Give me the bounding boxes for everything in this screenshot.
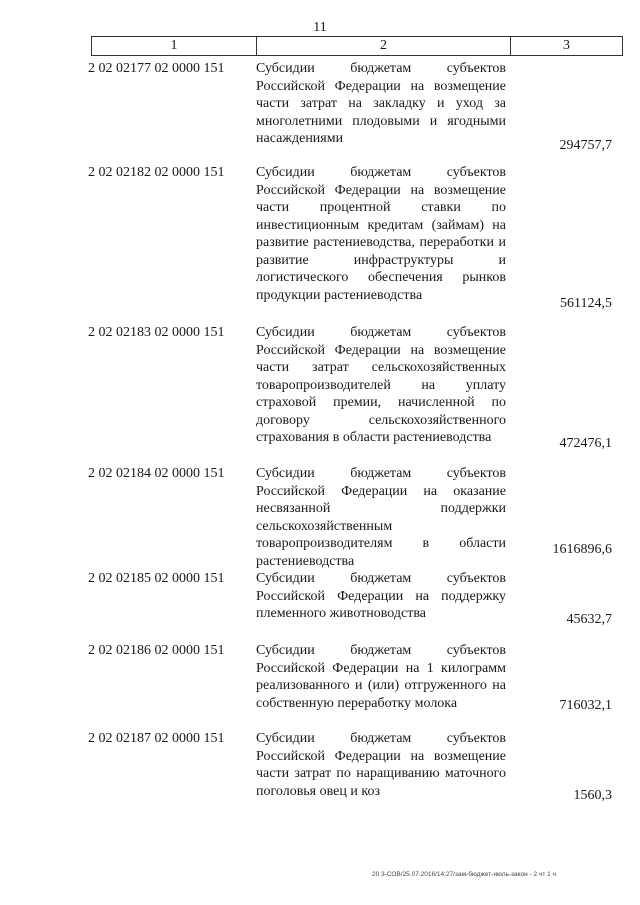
row-description: Субсидии бюджетам субъектов Российской Федерации на поддержку племенного животноводства (256, 571, 506, 621)
budget-code: 2 02 02185 02 0000 151 (88, 571, 225, 586)
column-header-row (91, 36, 623, 56)
row-description: Субсидии бюджетам субъектов Российской Федерации на возмещение части затрат сельскохозяйственных товаропроизводителей на уплату страховой премии, начисленной по договору сельскохозяйственного страхования в области растениеводства (256, 325, 506, 445)
row-amount: 45632,7 (566, 612, 612, 627)
column-header-2: 2 (257, 37, 511, 55)
budget-code: 2 02 02187 02 0000 151 (88, 731, 225, 746)
table-row (0, 465, 640, 569)
row-description: Субсидии бюджетам субъектов Российской Федерации на возмещение части затрат на закладку и уход за многолетними плодовыми и ягодными насаждениями (256, 61, 506, 146)
row-amount: 1560,3 (573, 788, 612, 803)
row-amount: 561124,5 (560, 296, 612, 311)
table-row (0, 642, 640, 717)
table-row (0, 60, 640, 155)
row-amount: 716032,1 (559, 698, 612, 713)
row-description: Субсидии бюджетам субъектов Российской Федерации на оказание несвязанной поддержки сельскохозяйственным товаропроизводителям в области растениеводства (256, 466, 506, 569)
budget-code: 2 02 02183 02 0000 151 (88, 325, 225, 340)
row-amount: 1616896,6 (552, 542, 612, 557)
row-description: Субсидии бюджетам субъектов Российской Федерации на возмещение части затрат по наращиванию маточного поголовья овец и коз (256, 731, 506, 799)
document-footer-stamp: 20 3-СОВ/25.07.2016/14:27/зам-бюджет-июль-закон - 2 чт 1 ч. (372, 871, 558, 878)
budget-code: 2 02 02182 02 0000 151 (88, 165, 225, 180)
budget-code: 2 02 02184 02 0000 151 (88, 466, 225, 481)
table-row (0, 730, 640, 805)
row-description: Субсидии бюджетам субъектов Российской Федерации на 1 килограмм реализованного и (или) отгруженного на собственную переработку молока (256, 643, 506, 711)
table-row (0, 324, 640, 454)
table-row (0, 164, 640, 314)
row-description: Субсидии бюджетам субъектов Российской Федерации на возмещение части процентной ставки по инвестиционным кредитам (займам) на развитие растениеводства, переработки и развитие инфраструктуры и логистического обеспечения рынков продукции растениеводства (256, 165, 506, 303)
budget-code: 2 02 02186 02 0000 151 (88, 643, 225, 658)
budget-code: 2 02 02177 02 0000 151 (88, 61, 225, 76)
table-row (0, 570, 640, 630)
row-amount: 472476,1 (559, 436, 612, 451)
column-header-3: 3 (563, 38, 570, 53)
page-number: 11 (313, 20, 327, 35)
row-amount: 294757,7 (559, 138, 612, 153)
column-header-1: 1 (92, 37, 257, 55)
